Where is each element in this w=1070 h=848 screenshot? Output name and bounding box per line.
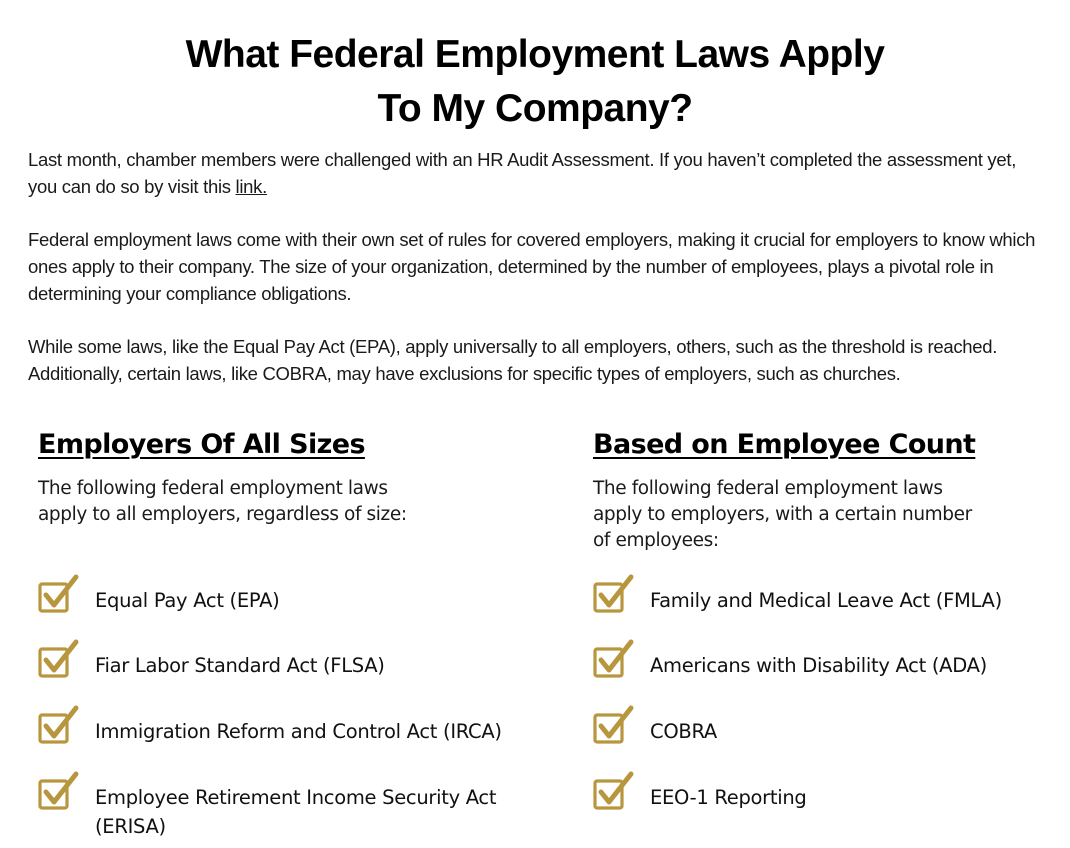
page-title <box>0 28 1070 136</box>
checkbox-checked-icon <box>593 705 635 745</box>
intro-paragraph <box>28 147 1048 201</box>
federal-laws-paragraph: Federal employment laws come with their own set of rules for covered employers, making it crucial for employers to know which ones apply to their company. The size of your organization, determined by the number of employees, plays a pivotal role in determining your compliance obligations. <box>28 229 1036 304</box>
checkbox-checked-icon <box>38 771 80 811</box>
law-label: Family and Medical Leave Act (FMLA) <box>650 589 1002 612</box>
law-label: Americans with Disability Act (ADA) <box>650 654 987 677</box>
law-label: Immigration Reform and Control Act (IRCA) <box>95 720 502 743</box>
checkbox-checked-icon <box>593 574 635 614</box>
checkbox-checked-icon <box>38 705 80 745</box>
all-sizes-intro: The following federal employment laws apply to all employers, regardless of size: <box>38 478 407 525</box>
checkbox-checked-icon <box>593 639 635 679</box>
employee-count-intro: The following federal employment laws apply to employers, with a certain number of employees: <box>593 478 972 551</box>
checkbox-checked-icon <box>38 574 80 614</box>
employee-count-heading: Based on Employee Count <box>593 429 976 460</box>
law-label: EEO-1 Reporting <box>650 786 807 809</box>
intro-paragraph-text: Last month, chamber members were challenged with an HR Audit Assessment. If you haven’t completed the assessment yet, you can do so by visit this <box>28 149 1017 197</box>
assessment-link[interactable]: link. <box>235 175 267 197</box>
law-label: Employee Retirement Income Security Act (ERISA) <box>95 786 497 838</box>
page-title-line-2: To My Company? <box>377 87 693 130</box>
page-title-line-1: What Federal Employment Laws Apply <box>185 33 885 76</box>
law-label: COBRA <box>650 720 717 743</box>
employee-count-column <box>593 428 1063 809</box>
checkbox-checked-icon <box>38 639 80 679</box>
all-sizes-heading: Employers Of All Sizes <box>38 429 365 460</box>
laws-scope-paragraph: While some laws, like the Equal Pay Act (EPA), apply universally to all employers, others, such as the threshold is reached. Additionally, certain laws, like COBRA, may have exclusions for specific types of employers, such as churches. <box>28 336 998 384</box>
law-label: Equal Pay Act (EPA) <box>95 589 280 612</box>
law-label: Fiar Labor Standard Act (FLSA) <box>95 654 385 677</box>
all-sizes-column <box>38 428 558 838</box>
checkbox-checked-icon <box>593 771 635 811</box>
